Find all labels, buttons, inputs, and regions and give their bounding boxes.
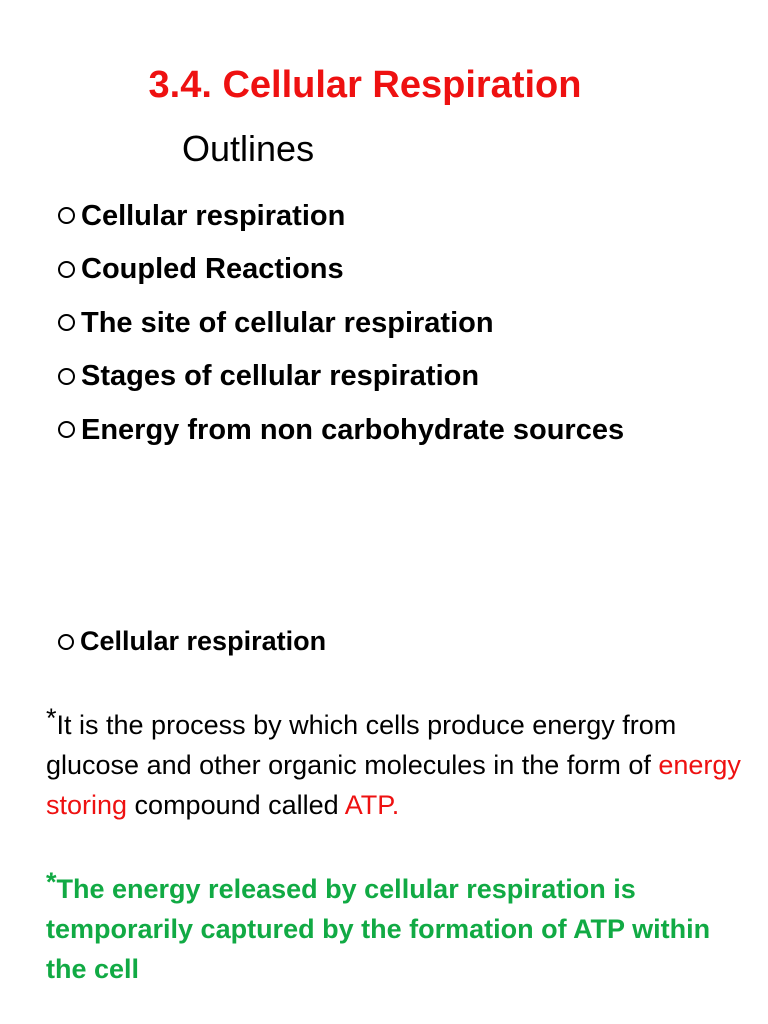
circle-bullet-icon: [58, 207, 75, 224]
section-heading-label: Cellular respiration: [80, 626, 327, 656]
emphasis-text: The energy released by cellular respiration is temporarily captured by the formation of ATP within the cell: [46, 874, 711, 984]
outline-item-label: Coupled Reactions: [81, 253, 344, 286]
outline-item: [58, 350, 624, 404]
outline-item: [58, 296, 624, 350]
highlight-atp: ATP.: [344, 790, 400, 820]
asterisk-marker: *: [46, 867, 57, 897]
definition-text-part2: compound called: [127, 790, 345, 820]
asterisk-marker: *: [46, 703, 57, 733]
outline-list: [58, 189, 624, 457]
circle-bullet-icon: [58, 421, 75, 438]
circle-bullet-icon: [58, 368, 75, 385]
outline-item: [58, 189, 624, 243]
outline-item-label: Stages of cellular respiration: [81, 360, 480, 393]
outline-item: [58, 243, 624, 297]
outline-item-label: Cellular respiration: [81, 199, 346, 232]
circle-bullet-icon: [58, 314, 75, 331]
section-heading: [58, 626, 326, 657]
outlines-heading: Outlines: [182, 128, 315, 169]
slide-title: 3.4. Cellular Respiration: [148, 64, 582, 106]
outline-item-label: Energy from non carbohydrate sources: [81, 413, 625, 446]
definition-paragraph: [46, 698, 746, 825]
highlight-energy-storing: energy storing: [46, 750, 741, 820]
outline-item-label: The site of cellular respiration: [81, 306, 494, 339]
definition-text-part1: It is the process by which cells produce energy from glucose and other organic molecules in the form of: [46, 710, 677, 780]
circle-bullet-icon: [58, 634, 74, 650]
emphasis-paragraph: [46, 862, 746, 989]
circle-bullet-icon: [58, 261, 75, 278]
outline-item: [58, 403, 624, 457]
